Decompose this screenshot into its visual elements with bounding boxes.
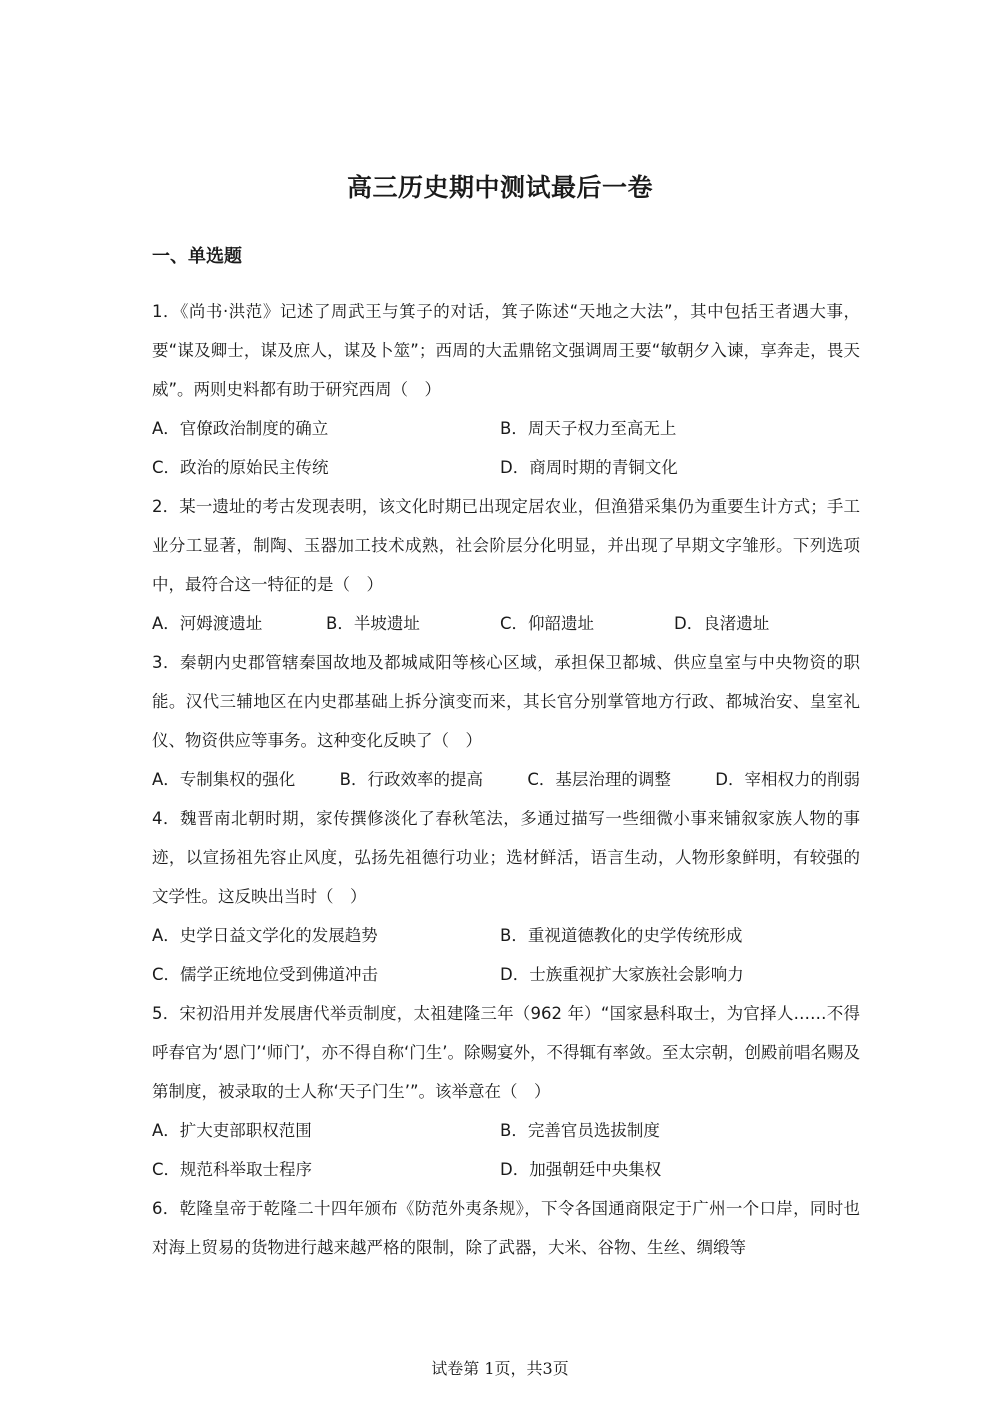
option-c: C．政治的原始民主传统	[152, 458, 329, 477]
option-d: D．士族重视扩大家族社会影响力	[500, 965, 744, 984]
option-c: C．基层治理的调整	[527, 770, 671, 789]
page-title: 高三历史期中测试最后一卷	[346, 173, 653, 202]
question-text: 5．宋初沿用并发展唐代举贡制度，太祖建隆三年（962 年）“国家悬科取士，为官择人……不得呼春官为‘恩门’‘师门’，亦不得自称‘门生’。除赐宴外，不得辄有率敛。至太宗朝，创殿前唱名赐及第制度，被录取的士人称‘天子门生’”。该举意在（ ）	[152, 1004, 860, 1101]
option-b: B．半坡遗址	[326, 614, 420, 633]
question-text: 6．乾隆皇帝于乾隆二十四年颁布《防范外夷条规》，下令各国通商限定于广州一个口岸，同时也对海上贸易的货物进行越来越严格的限制，除了武器，大米、谷物、生丝、绸缎等	[152, 1199, 860, 1257]
question-5	[152, 994, 860, 1189]
option-a: A．河姆渡遗址	[152, 614, 263, 633]
options-group	[152, 760, 860, 799]
option-b: B．重视道德教化的史学传统形成	[500, 926, 743, 945]
question-text: 1．《尚书·洪范》记述了周武王与箕子的对话，箕子陈述“天地之大法”，其中包括王者遇大事，要“谋及卿士，谋及庶人，谋及卜筮”；西周的大盂鼎铭文强调周王要“敏朝夕入谏，享奔走，畏天威”。两则史料都有助于研究西周（ ）	[152, 302, 860, 399]
option-d: D．宰相权力的削弱	[715, 770, 860, 789]
options-group	[152, 604, 860, 643]
question-text: 4．魏晋南北朝时期，家传撰修淡化了春秋笔法，多通过描写一些细微小事来铺叙家族人物的事迹，以宣扬祖先容止风度，弘扬先祖德行功业；选材鲜活，语言生动，人物形象鲜明，有较强的文学性。这反映出当时（ ）	[152, 809, 860, 906]
section-heading: 一、单选题	[152, 246, 242, 267]
option-b: B．行政效率的提高	[339, 770, 483, 789]
option-b: B．周天子权力至高无上	[500, 419, 677, 438]
question-text: 3．秦朝内史郡管辖秦国故地及都城咸阳等核心区域，承担保卫都城、供应皇室与中央物资的职能。汉代三辅地区在内史郡基础上拆分演变而来，其长官分别掌管地方行政、都城治安、皇室礼仪、物资供应等事务。这种变化反映了（ ）	[152, 653, 860, 750]
questions-container	[152, 292, 860, 1267]
options-group	[152, 409, 860, 487]
question-3	[152, 643, 860, 799]
option-d: D．商周时期的青铜文化	[500, 458, 678, 477]
question-text: 2．某一遗址的考古发现表明，该文化时期已出现定居农业，但渔猎采集仍为重要生计方式；手工业分工显著，制陶、玉器加工技术成熟，社会阶层分化明显，并出现了早期文字雏形。下列选项中，最符合这一特征的是（ ）	[152, 497, 860, 594]
option-c: C．儒学正统地位受到佛道冲击	[152, 965, 379, 984]
page-footer: 试卷第 1页，共3页	[431, 1359, 569, 1378]
options-group	[152, 1111, 860, 1189]
option-d: D．加强朝廷中央集权	[500, 1160, 662, 1179]
options-group	[152, 916, 860, 994]
option-a: A．专制集权的强化	[152, 770, 296, 789]
option-c: C．规范科举取士程序	[152, 1160, 313, 1179]
question-2	[152, 487, 860, 643]
option-a: A．官僚政治制度的确立	[152, 419, 329, 438]
option-b: B．完善官员选拔制度	[500, 1121, 660, 1140]
question-4	[152, 799, 860, 994]
option-a: A．扩大吏部职权范围	[152, 1121, 312, 1140]
question-1	[152, 292, 860, 487]
option-a: A．史学日益文学化的发展趋势	[152, 926, 378, 945]
option-c: C．仰韶遗址	[500, 614, 595, 633]
option-d: D．良渚遗址	[674, 614, 770, 633]
question-6	[152, 1189, 860, 1267]
